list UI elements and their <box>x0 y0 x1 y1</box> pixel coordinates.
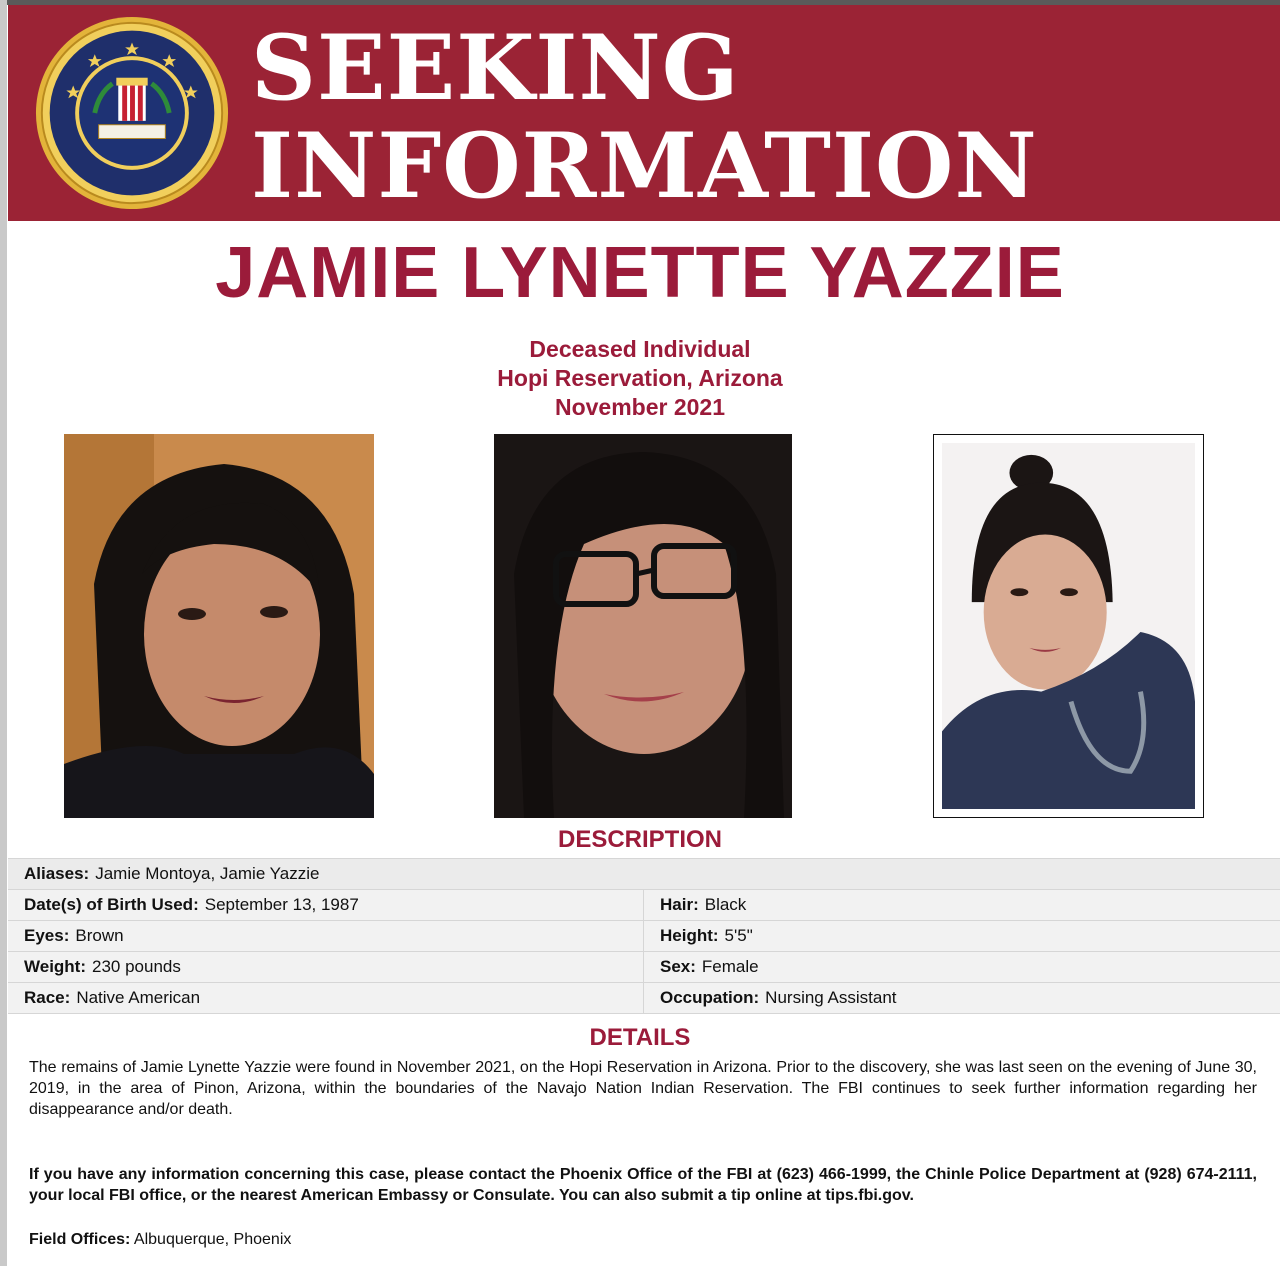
details-heading: DETAILS <box>589 1024 691 1051</box>
contact-instructions: If you have any information concerning this case, please contact the Phoenix Office of the FBI at (623) 466-1999, the Chinle Police Department at (928) 674-2111, your local FBI office, or the nearest American Embassy or Consulate. You can also submit a tip online at tips.fbi.gov. <box>29 1166 1257 1204</box>
subject-status: Deceased Individual <box>529 336 751 362</box>
dob-value: September 13, 1987 <box>204 895 359 914</box>
occupation-value: Nursing Assistant <box>765 988 897 1007</box>
eyes-value: Brown <box>75 926 124 945</box>
height-value: 5'5" <box>724 926 753 945</box>
fbi-seal-icon <box>34 15 230 211</box>
height-label: Height: <box>660 926 719 945</box>
description-row <box>8 952 1280 983</box>
dob-label: Date(s) of Birth Used: <box>24 895 199 914</box>
weight-label: Weight: <box>24 957 87 976</box>
weight-value: 230 pounds <box>92 957 181 976</box>
occupation-label: Occupation: <box>660 988 760 1007</box>
subject-location: Hopi Reservation, Arizona <box>497 365 783 391</box>
subject-photo-3 <box>933 434 1204 818</box>
window-left-edge <box>0 0 7 1266</box>
sex-value: Female <box>701 957 759 976</box>
field-offices <box>29 1229 291 1250</box>
subject-photo-2 <box>494 434 792 818</box>
sex-label: Sex: <box>660 957 696 976</box>
description-row-aliases <box>8 859 1280 890</box>
field-offices-label: Field Offices: <box>29 1231 131 1248</box>
race-value: Native American <box>76 988 201 1007</box>
banner-title-line-2: INFORMATION <box>251 113 1038 219</box>
hair-label: Hair: <box>660 895 699 914</box>
subject-date: November 2021 <box>554 394 726 420</box>
field-offices-value: Albuquerque, Phoenix <box>133 1231 292 1248</box>
aliases-label: Aliases: <box>24 864 90 883</box>
subject-name: JAMIE LYNETTE YAZZIE <box>215 233 1065 313</box>
banner-title-line-1: SEEKING <box>251 15 740 121</box>
description-row <box>8 890 1280 921</box>
eyes-label: Eyes: <box>24 926 70 945</box>
hair-value: Black <box>704 895 747 914</box>
description-table <box>8 858 1280 1014</box>
description-row <box>8 921 1280 952</box>
description-row <box>8 983 1280 1014</box>
description-heading: DESCRIPTION <box>557 826 722 853</box>
race-label: Race: <box>24 988 71 1007</box>
subject-photo-1 <box>64 434 374 818</box>
header-banner <box>8 5 1280 221</box>
aliases-value: Jamie Montoya, Jamie Yazzie <box>95 864 320 883</box>
details-body: The remains of Jamie Lynette Yazzie were found in November 2021, on the Hopi Reservation in Arizona. Prior to the discovery, she was last seen on the evening of June 30, 2019, in the area of Pinon, Arizona, within the boundaries of the Navajo Nation Indian Reservation. The FBI continues to seek further information regarding her disappearance and/or death. <box>29 1059 1257 1118</box>
